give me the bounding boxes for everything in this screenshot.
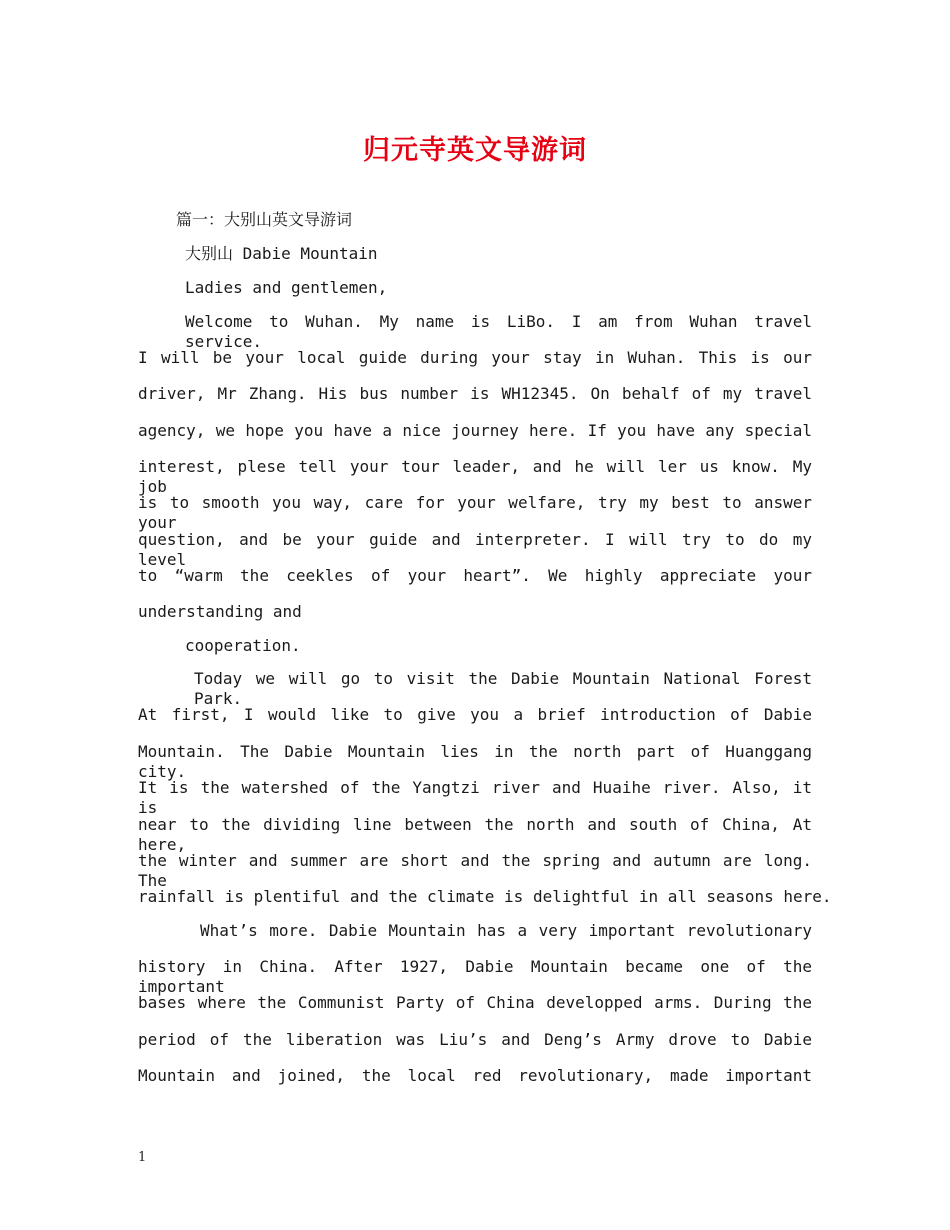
paragraph-2-line-6: the winter and summer are short and the spring and autumn are long. The <box>138 851 812 890</box>
paragraph-1-line-7: question, and be your guide and interpreter. I will try to do my level <box>138 530 812 569</box>
paragraph-3-line-5: Mountain and joined, the local red revolutionary, made important <box>138 1066 812 1085</box>
greeting: Ladies and gentlemen, <box>185 278 388 297</box>
paragraph-3-line-4: period of the liberation was Liu’s and Deng’s Army drove to Dabie <box>138 1030 812 1049</box>
document-title: 归元寺英文导游词 <box>363 135 587 166</box>
paragraph-3-line-3: bases where the Communist Party of China developped arms. During the <box>138 993 812 1012</box>
paragraph-1-line-5: interest, plese tell your tour leader, and he will ler us know. My job <box>138 457 812 496</box>
paragraph-2-line-1: Today we will go to visit the Dabie Mountain National Forest Park. <box>194 669 812 708</box>
section-heading: 篇一：大别山英文导游词 <box>176 210 353 229</box>
paragraph-3-line-2: history in China. After 1927, Dabie Mountain became one of the important <box>138 957 812 996</box>
paragraph-1-line-4: agency, we hope you have a nice journey here. If you have any special <box>138 421 812 440</box>
paragraph-1-line-10: cooperation. <box>185 636 301 655</box>
paragraph-1-line-6: is to smooth you way, care for your welfare, try my best to answer your <box>138 493 812 532</box>
paragraph-2-line-3: Mountain. The Dabie Mountain lies in the north part of Huanggang city. <box>138 742 812 781</box>
paragraph-2-line-4: It is the watershed of the Yangtzi river and Huaihe river. Also, it is <box>138 778 812 817</box>
paragraph-1-line-1: Welcome to Wuhan. My name is LiBo. I am from Wuhan travel service. <box>185 312 812 351</box>
paragraph-3-line-1: What’s more. Dabie Mountain has a very important revolutionary <box>200 921 812 940</box>
paragraph-2-line-5: near to the dividing line between the north and south of China, At here, <box>138 815 812 854</box>
paragraph-1-line-8: to “warm the ceekles of your heart”. We highly appreciate your <box>138 566 812 585</box>
paragraph-1-line-9: understanding and <box>138 602 302 621</box>
page-number: 1 <box>138 1150 147 1165</box>
subheading: 大别山 Dabie Mountain <box>185 244 378 263</box>
paragraph-1-line-2: I will be your local guide during your stay in Wuhan. This is our <box>138 348 812 367</box>
paragraph-2-line-2: At first, I would like to give you a brief introduction of Dabie <box>138 705 812 724</box>
paragraph-2-line-7: rainfall is plentiful and the climate is delightful in all seasons here. <box>138 887 832 906</box>
paragraph-1-line-3: driver, Mr Zhang. His bus number is WH12345. On behalf of my travel <box>138 384 812 403</box>
